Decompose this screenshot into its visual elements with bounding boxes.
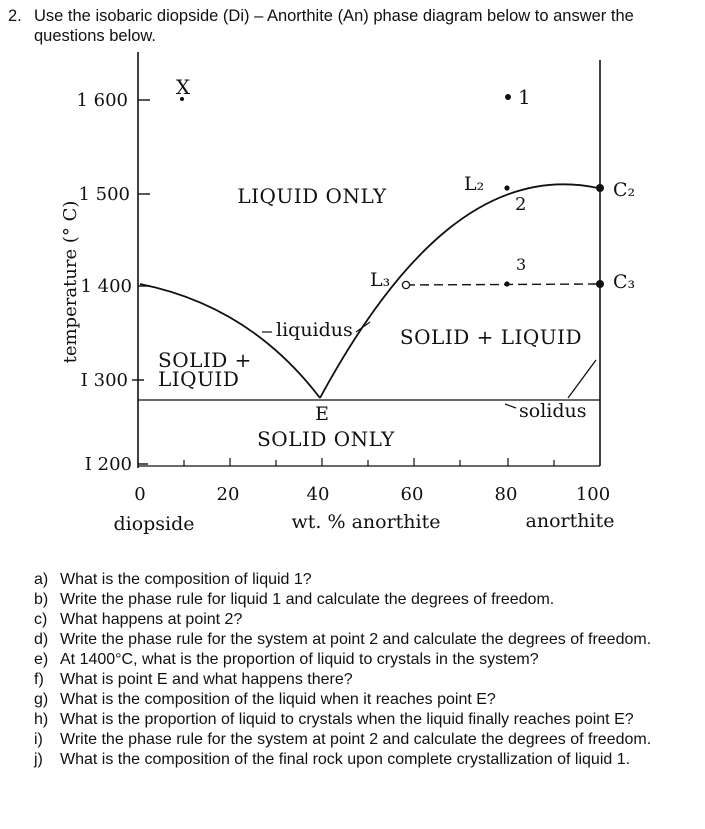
point-l3-label: L₃ — [370, 269, 391, 291]
question-text: What is point E and what happens there? — [60, 671, 353, 688]
question-text: What is the composition of the liquid when it reaches point E? — [60, 691, 496, 708]
point-c2-label: C₂ — [613, 179, 636, 201]
question-text: What happens at point 2? — [60, 611, 243, 628]
question-item — [34, 570, 700, 590]
point-2-marker — [504, 185, 509, 190]
point-l3-marker — [402, 281, 409, 288]
point-2-label: 2 — [515, 194, 527, 215]
y-tick-1400: 1 400 — [80, 276, 132, 297]
point-c3-marker — [596, 280, 604, 288]
question-text: Write the phase rule for the system at point 2 and calculate the degrees of freedom. — [60, 731, 652, 748]
y-tick-marks — [132, 100, 150, 464]
point-x-label: X — [175, 75, 191, 99]
question-label: j) — [34, 751, 43, 768]
question-label: i) — [34, 731, 43, 748]
question-label: h) — [34, 711, 49, 728]
y-tick-1600: 1 600 — [76, 90, 128, 111]
question-label: g) — [34, 691, 49, 708]
y-axis-title: temperature (° C) — [60, 200, 81, 364]
x-tick-100: 100 — [575, 484, 611, 505]
question-text: Write the phase rule for liquid 1 and calculate the degrees of freedom. — [60, 591, 555, 608]
question-label: f) — [34, 671, 44, 688]
question-item — [34, 730, 700, 750]
y-tick-1300: I 300 — [80, 370, 128, 391]
anorthite-label: anorthite — [525, 510, 615, 532]
solidus-leader-tick — [505, 404, 516, 408]
y-tick-1200: I 200 — [84, 454, 132, 475]
question-text: Write the phase rule for the system at point 2 and calculate the degrees of freedom. — [60, 631, 652, 648]
question-item — [34, 590, 700, 610]
question-item — [34, 650, 700, 670]
question-label: d) — [34, 631, 49, 648]
point-c3-label: C₃ — [613, 271, 636, 293]
question-text: At 1400°C, what is the proportion of liquid to crystals in the system? — [60, 651, 539, 668]
x-tick-40: 40 — [306, 484, 330, 505]
point-l2-label: L₂ — [464, 173, 485, 195]
x-tick-60: 60 — [400, 484, 424, 505]
liquid-only-label: LIQUID ONLY — [237, 184, 387, 208]
point-3-marker — [504, 281, 509, 286]
x-tick-80: 80 — [494, 484, 518, 505]
question-text: What is the composition of liquid 1? — [60, 571, 312, 588]
diopside-label: diopside — [113, 513, 195, 535]
question-number: 2. — [8, 7, 22, 25]
question-item — [34, 670, 700, 690]
solid-liquid-right-label: SOLID + LIQUID — [399, 325, 583, 349]
question-label: e) — [34, 651, 49, 668]
question-item — [34, 630, 700, 650]
question-text: Use the isobaric diopside (Di) – Anorthite (An) phase diagram below to answer the questions below. — [34, 7, 634, 45]
question-text: What is the proportion of liquid to crystals when the liquid finally reaches point E? — [60, 711, 634, 728]
liquidus-leader-right — [356, 322, 370, 332]
question-item — [34, 610, 700, 630]
right-liquidus-curve — [320, 184, 598, 398]
y-tick-1500: 1 500 — [78, 184, 130, 205]
question-text: What is the composition of the final rock upon complete crystallization of liquid 1. — [60, 751, 631, 768]
x-tick-0: 0 — [134, 484, 146, 505]
x-tick-marks — [184, 458, 554, 466]
solid-liquid-left-label-1: SOLID + — [158, 348, 252, 372]
solid-only-label: SOLID ONLY — [257, 427, 395, 451]
point-1-marker — [505, 94, 511, 100]
question-item — [34, 690, 700, 710]
solidus-label: solidus — [519, 400, 587, 422]
question-list — [34, 570, 700, 770]
eutectic-e-label: E — [315, 403, 329, 425]
tie-line-1400 — [406, 284, 598, 285]
point-c2-marker — [596, 184, 604, 192]
solidus-leader — [568, 360, 596, 398]
x-axis-title: wt. % anorthite — [291, 511, 441, 533]
solid-liquid-left-label-2: LIQUID — [158, 367, 240, 391]
point-3-label: 3 — [516, 255, 527, 274]
question-label: a) — [34, 571, 49, 588]
question-label: c) — [34, 611, 48, 628]
question-item — [34, 750, 700, 770]
liquidus-label: liquidus — [276, 319, 353, 341]
point-1-label: 1 — [518, 85, 531, 109]
question-label: b) — [34, 591, 49, 608]
question-item — [34, 710, 700, 730]
x-tick-20: 20 — [216, 484, 240, 505]
